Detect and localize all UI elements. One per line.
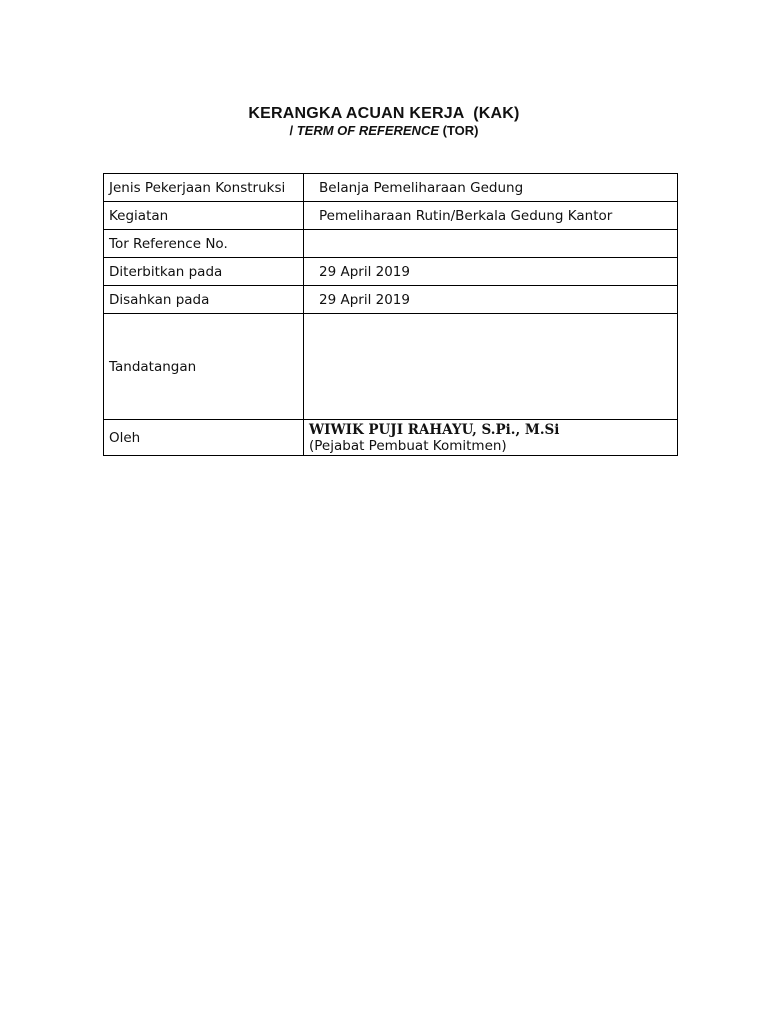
signer-cell [304,420,678,456]
row-label: Diterbitkan pada [104,258,304,286]
row-label: Disahkan pada [104,286,304,314]
table-row-tor-reference [104,230,678,258]
tor-info-table [103,173,678,456]
table-row-disahkan [104,286,678,314]
row-value: Pemeliharaan Rutin/Berkala Gedung Kantor [304,202,678,230]
row-label: Oleh [104,420,304,456]
table-row-kegiatan [104,202,678,230]
subtitle-prefix: / [289,123,297,138]
row-label: Tandatangan [104,314,304,420]
signature-area [304,314,678,420]
signer-role: (Pejabat Pembuat Komitmen) [309,437,507,454]
table-row-oleh [104,420,678,456]
document-header [0,104,768,139]
document-subtitle [0,123,768,139]
subtitle-italic: TERM OF REFERENCE [296,123,440,138]
table-row-diterbitkan [104,258,678,286]
signer-name: WIWIK PUJI RAHAYU, S.Pi., M.Si [309,421,560,438]
row-label: Kegiatan [104,202,304,230]
table-row-tandatangan [104,314,678,420]
document-title: KERANGKA ACUAN KERJA (KAK) [248,105,520,122]
row-label: Tor Reference No. [104,230,304,258]
row-label: Jenis Pekerjaan Konstruksi [104,174,304,202]
row-value [304,230,678,258]
table-row-jenis-pekerjaan [104,174,678,202]
row-value: 29 April 2019 [304,286,678,314]
row-value: 29 April 2019 [304,258,678,286]
subtitle-suffix: (TOR) [439,123,479,138]
row-value: Belanja Pemeliharaan Gedung [304,174,678,202]
